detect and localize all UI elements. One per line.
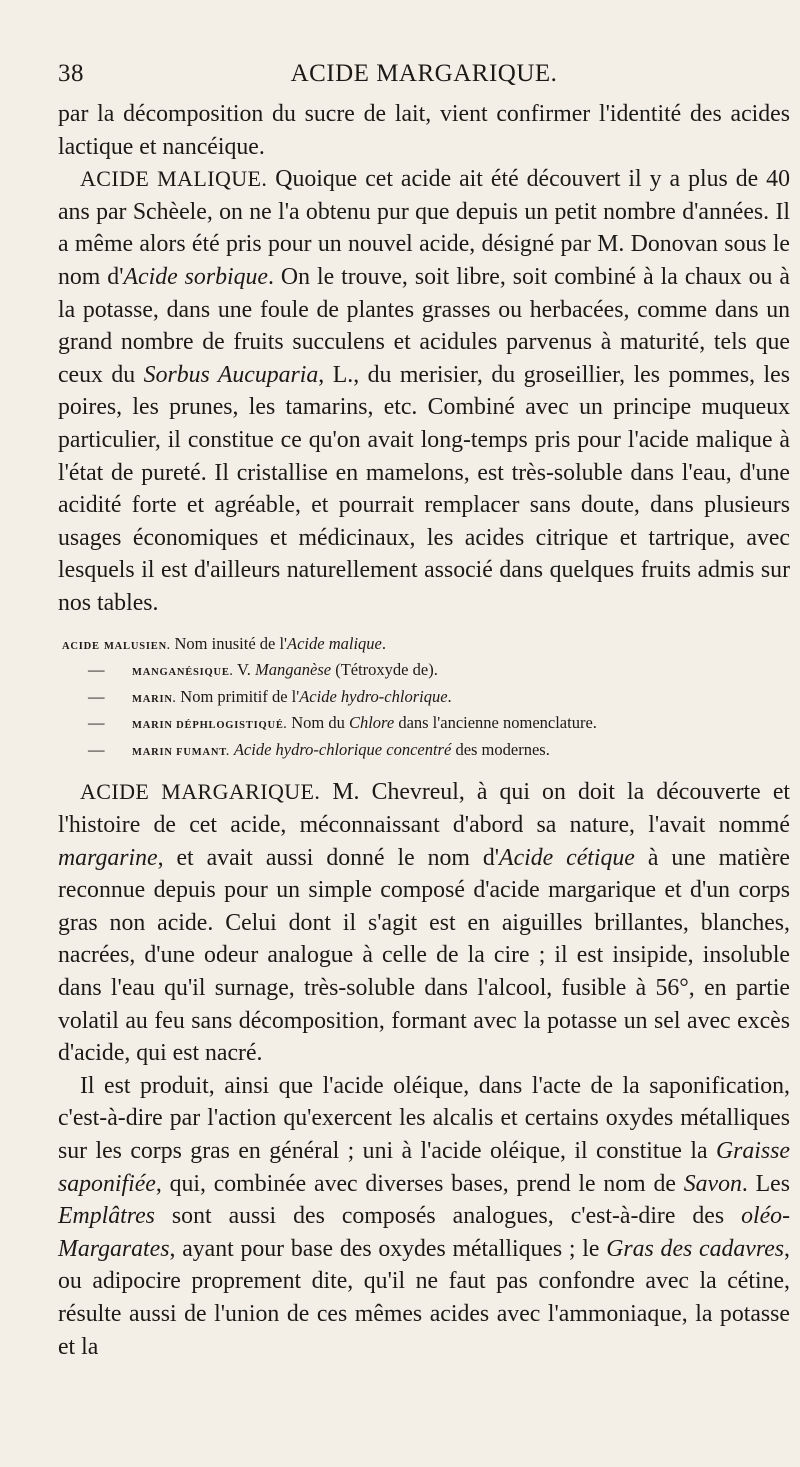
running-title: ACIDE MARGARIQUE. — [290, 60, 558, 87]
page-header — [58, 58, 790, 98]
sub-entry: ACIDE MALUSIEN. Nom inusité de l'Acide malique. — [62, 633, 386, 653]
entry-heading: ACIDE MALIQUE. — [80, 166, 268, 192]
paragraph-acide-margarique: ACIDE MARGARIQUE. M. Chevreul, à qui on doit la découverte et l'histoire de cet acide, méconnaissant d'abord sa nature, l'avait nommé margarine, et avait aussi donné le nom d'Acide cétique à une matière reconnue depuis pour un simple composé d'acide margarique et d'un corps gras non acide. Celui dont il s'agit est en aiguilles brillantes, blanches, nacrées, d'une odeur analogue à celle de la cire ; il est insipide, insoluble dans l'eau qu'il surnage, très-soluble dans l'alcool, fusible à 56°, en partie volatil au feu sans décomposition, formant avec la potasse un sel avec excès d'acide, qui est nacré. — [58, 779, 790, 1067]
sub-entry: — MARIN. Nom primitif de l'Acide hydro-chlorique. — [88, 686, 452, 706]
paragraph-saponification: Il est produit, ainsi que l'acide oléique, dans l'acte de la saponification, c'est-à-dire par l'action qu'exercent les alcalis et certains oxydes métalliques sur les corps gras en général ; uni à l'acide oléique, il constitue la Graisse saponifiée, qui, combinée avec diverses bases, prend le nom de Savon. Les Emplâtres sont aussi des composés analogues, c'est-à-dire des oléo-Margarates, ayant pour base des oxydes métalliques ; le Gras des cadavres, ou adipocire proprement dite, qu'il ne faut pas confondre avec la cétine, résulte aussi de l'union de ces mêmes acides avec l'ammoniaque, la potasse et la — [58, 1072, 791, 1360]
sub-entries — [58, 632, 790, 765]
paragraph-intro: par la décomposition du sucre de lait, vient confirmer l'identité des acides lactique et nancéique. — [58, 101, 790, 160]
sub-entry: — MARIN FUMANT. Acide hydro-chlorique concentré des modernes. — [88, 739, 550, 759]
book-page — [58, 58, 790, 1363]
sub-entry: — MANGANÉSIQUE. V. Manganèse (Tétroxyde de). — [88, 660, 438, 680]
page-number: 38 — [58, 60, 84, 87]
sub-entry: — MARIN DÉPHLOGISTIQUÉ. Nom du Chlore dans l'ancienne nomenclature. — [88, 713, 597, 733]
paragraph-acide-malique: ACIDE MALIQUE. Quoique cet acide ait été découvert il y a plus de 40 ans par Schèele, on ne l'a obtenu pur que depuis un petit nombre d'années. Il a même alors été pris pour un nouvel acide, désigné par M. Donovan sous le nom d'Acide sorbique. On le trouve, soit libre, soit combiné à la chaux ou à la potasse, dans une foule de plantes grasses ou herbacées, comme dans un grand nombre de fruits succulens et acidules parvenus à maturité, tels que ceux du Sorbus Aucuparia, L., du merisier, du groseillier, les pommes, les poires, les prunes, les tamarins, etc. Combiné avec un principe muqueux particulier, il constitue ce qu'on avait long-temps pris pour l'acide malique à l'état de pureté. Il cristallise en mamelons, est très-soluble dans l'eau, d'une acidité forte et agréable, et pourrait remplacer sans doute, dans plusieurs usages économiques et médicinaux, les acides citrique et tartrique, avec lesquels il est d'ailleurs naturellement associé dans quelques fruits admis sur nos tables. — [58, 166, 790, 616]
entry-heading: ACIDE MARGARIQUE. — [80, 779, 321, 805]
